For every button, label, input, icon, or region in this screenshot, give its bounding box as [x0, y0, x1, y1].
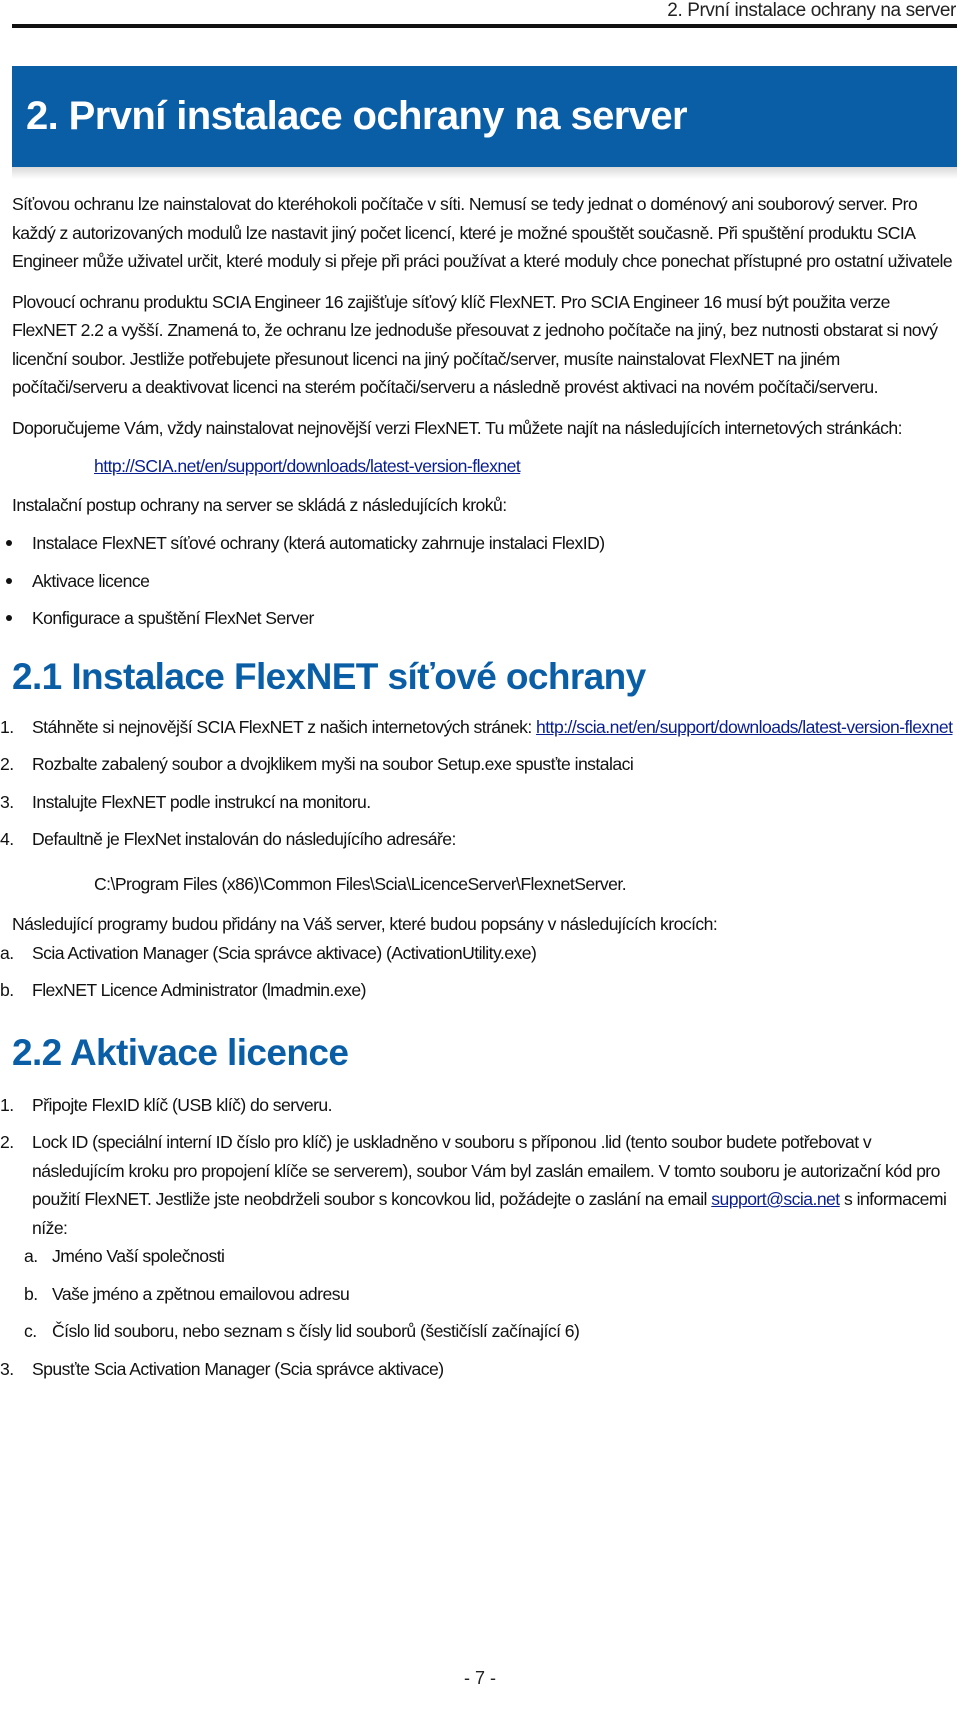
item-number: 4.: [0, 829, 14, 849]
item-text: Stáhněte si nejnovější SCIA FlexNET z našich internetových stránek:: [32, 716, 537, 737]
step-text: Konfigurace a spuštění FlexNet Server: [32, 608, 314, 628]
list-item: [0, 939, 957, 968]
item-text: Připojte FlexID klíč (USB klíč) do serveru.: [32, 1094, 332, 1115]
section-2-1-title: 2.1 Instalace FlexNET síťové ochrany: [12, 655, 646, 697]
intro-paragraph-3: Doporučujeme Vám, vždy nainstalovat nejnovější verzi FlexNET. Tu můžete najít na následujících internetových stránkách:: [12, 417, 902, 438]
item-text: Lock ID (speciální interní ID číslo pro klíč) je uskladněno v souboru s příponou .lid (tento soubor budete potřebovat v následujícím kroku pro propojení klíče se serverem), soubor Vám byl zaslán emailem. V tomto souboru je autorizační kód pro použití FlexNET. Jestliže jste neobdrželi soubor s koncovkou lid, požádejte o zaslání na email: [32, 1132, 940, 1209]
install-steps-list: [0, 713, 957, 854]
download-link-line: [94, 452, 957, 481]
list-item: [0, 1128, 957, 1346]
activation-steps-list: [0, 1091, 957, 1384]
chapter-title: 2. První instalace ochrany na server: [26, 94, 687, 138]
item-text: Instalujte FlexNET podle instrukcí na monitoru.: [32, 791, 371, 812]
item-number: 1.: [0, 1094, 14, 1115]
item-number: 3.: [0, 791, 14, 812]
item-number: 1.: [0, 716, 14, 737]
list-item: [0, 788, 957, 817]
item-text: s informacemi níže:: [32, 1189, 947, 1238]
bullet-icon: [6, 615, 12, 621]
list-item: [12, 567, 957, 596]
item-text: Scia Activation Manager (Scia správce aktivace) (ActivationUtility.exe): [32, 942, 537, 963]
item-text: Rozbalte zabalený soubor a dvojklikem myši na soubor Setup.exe spusťte instalaci: [32, 754, 634, 774]
item-text: Spusťte Scia Activation Manager (Scia správce aktivace): [32, 1358, 444, 1379]
bullet-icon: [6, 578, 12, 584]
item-text: Jméno Vaší společnosti: [52, 1246, 225, 1266]
list-item: [24, 1280, 957, 1309]
install-path: C:\Program Files (x86)\Common Files\Scia\LicenceServer\FlexnetServer.: [94, 873, 627, 894]
banner-shadow: [12, 167, 957, 179]
bullet-icon: [6, 540, 12, 546]
list-item: [0, 825, 957, 854]
item-letter: a.: [0, 942, 14, 963]
required-info-list: [24, 1242, 957, 1346]
list-item: [24, 1242, 957, 1271]
header-rule: [12, 24, 957, 28]
page-number: - 7 -: [463, 1668, 496, 1688]
item-letter: b.: [0, 980, 14, 1000]
item-text: Vaše jméno a zpětnou emailovou adresu: [52, 1283, 350, 1304]
document-body: [0, 190, 957, 1392]
item-number: 2.: [0, 1132, 14, 1152]
download-link[interactable]: http://SCIA.net/en/support/downloads/latest-version-flexnet: [94, 456, 521, 476]
intro-paragraph-4: Instalační postup ochrany na server se skládá z následujících kroků:: [12, 494, 507, 515]
step-text: Instalace FlexNET síťové ochrany (která automaticky zahrnuje instalaci FlexID): [32, 533, 605, 553]
step-text: Aktivace licence: [32, 570, 150, 591]
section-2-2-title: 2.2 Aktivace licence: [12, 1031, 349, 1073]
programs-intro: Následující programy budou přidány na Váš server, které budou popsány v následujících krocích:: [12, 914, 718, 934]
intro-paragraph-1: Síťovou ochranu lze nainstalovat do kteréhokoli počítače v síti. Nemusí se tedy jednat o doménový ani souborový server. Pro každý z autorizovaných modulů lze nastavit jiný počet licencí, které je možné spouštět současně. Při spuštění produktu SCIA Engineer může uživatel určit, které moduly si přeje při práci používat a které moduly chce ponechat přístupné pro ostatní uživatele: [12, 194, 953, 271]
programs-list: [0, 939, 957, 1005]
item-number: 3.: [0, 1358, 14, 1379]
support-email-link[interactable]: support@scia.net: [711, 1189, 840, 1209]
steps-list: [12, 529, 957, 633]
list-item: [0, 976, 957, 1005]
flexnet-download-link[interactable]: http://scia.net/en/support/downloads/latest-version-flexnet: [536, 716, 953, 737]
item-letter: b.: [24, 1283, 38, 1304]
list-item: [0, 750, 957, 779]
list-item: [0, 1091, 957, 1120]
item-letter: a.: [24, 1246, 38, 1266]
item-number: 2.: [0, 754, 14, 774]
item-text: Defaultně je FlexNet instalován do následujícího adresáře:: [32, 829, 456, 849]
item-text: FlexNET Licence Administrator (lmadmin.exe): [32, 980, 366, 1000]
list-item: [24, 1317, 957, 1346]
intro-paragraph-2: Plovoucí ochranu produktu SCIA Engineer 16 zajišťuje síťový klíč FlexNET. Pro SCIA Engineer 16 musí být použita verze FlexNET 2.2 a vyšší. Znamená to, že ochranu lze jednoduše přesouvat z jednoho počítače na jiný, bez nutnosti obstarat si nový licenční soubor. Jestliže potřebujete přesunout licenci na jiný počítač/server, musíte nainstalovat FlexNET na jiném počítači/serveru a deaktivovat licenci na sterém počítači/serveru a následně provést aktivaci na novém počítači/serveru.: [12, 291, 938, 397]
running-header: 2. První instalace ochrany na server: [667, 0, 956, 21]
list-item: [12, 604, 957, 633]
chapter-banner: [12, 66, 957, 167]
item-letter: c.: [24, 1321, 37, 1341]
list-item: [0, 1355, 957, 1384]
list-item: [12, 529, 957, 558]
item-text: Číslo lid souboru, nebo seznam s čísly lid souborů (šestičíslí začínající 6): [52, 1321, 580, 1341]
list-item: [0, 713, 957, 742]
